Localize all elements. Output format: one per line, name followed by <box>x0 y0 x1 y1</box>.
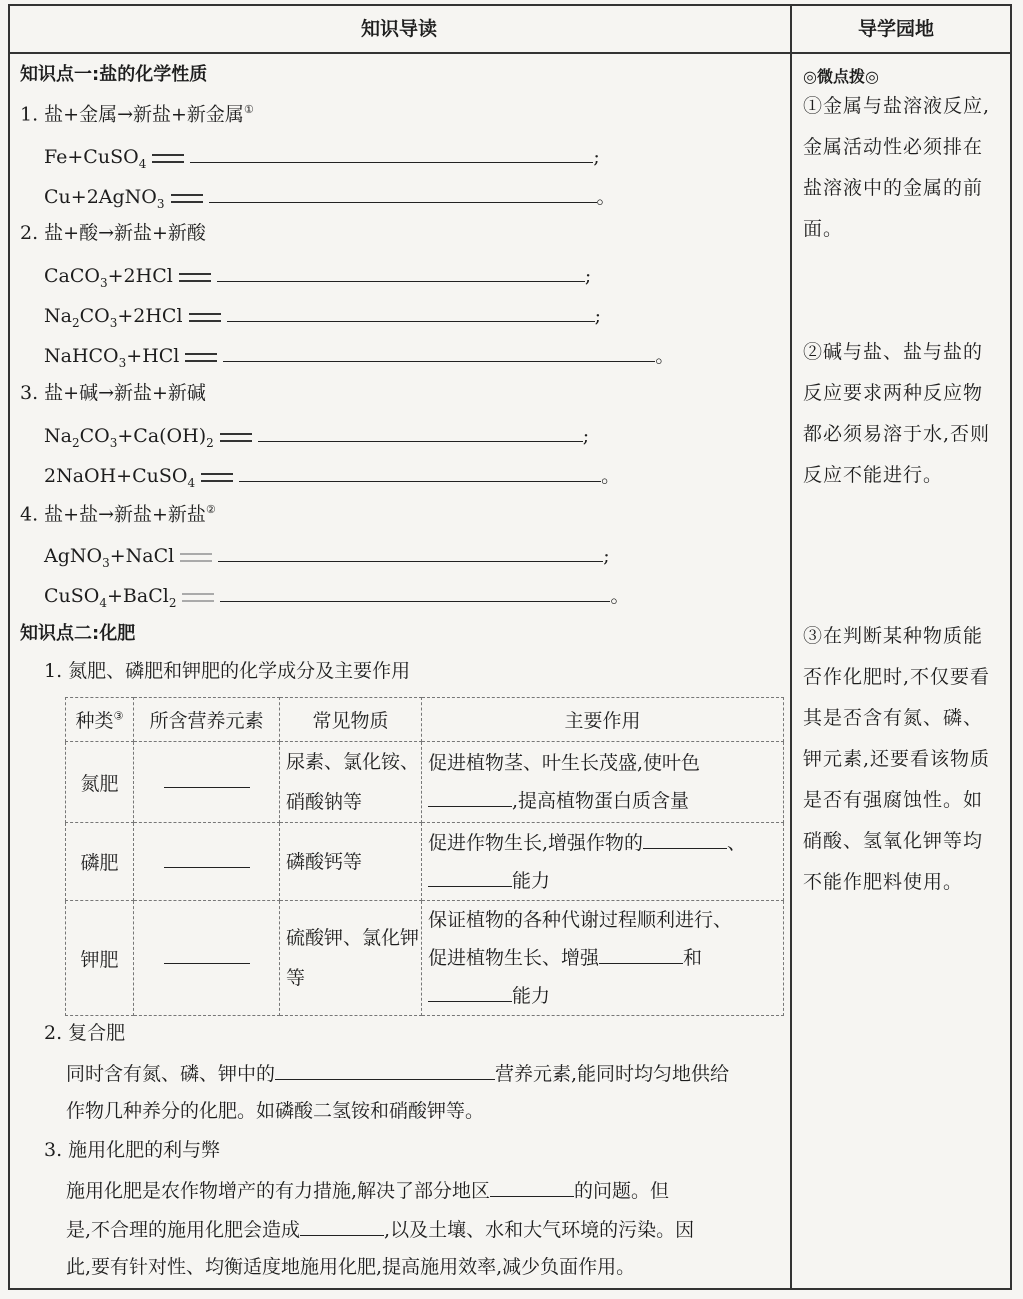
effect-cell: 促进植物茎、叶生长茂盛,使叶色 ,提高植物蛋白质含量 <box>422 742 784 823</box>
substance-cell: 硫酸钾、氯化钾等 <box>280 901 422 1016</box>
table-row <box>66 742 784 823</box>
compound-fertilizer-line-1: 同时含有氮、磷、钾中的 营养元素,能同时均匀地供给 <box>66 1063 730 1085</box>
table-row <box>66 823 784 901</box>
header-substance: 常见物质 <box>280 698 422 742</box>
tip-2: ②碱与盐、盐与盐的反应要求两种反应物都必须易溶于水,否则反应不能进行。 <box>803 341 991 486</box>
answer-blank[interactable] <box>428 790 512 807</box>
answer-blank[interactable] <box>258 425 583 442</box>
answer-blank[interactable] <box>490 1180 574 1197</box>
tip-label: ◎微点拨◎ <box>803 67 879 86</box>
answer-blank[interactable] <box>227 305 595 322</box>
substance-cell: 尿素、氯化铵、硝酸钠等 <box>280 742 422 823</box>
equation-agno3-nacl: AgNO$_3$+NaCl ; <box>44 545 610 570</box>
answer-blank[interactable] <box>428 985 512 1002</box>
fertilizer-subtitle-2: 2. 复合肥 <box>44 1022 126 1044</box>
equation-cuso4-bacl2: CuSO$_4$+BaCl$_2$ 。 <box>44 585 630 610</box>
tip-1: ①金属与盐溶液反应,金属活动性必须排在盐溶液中的金属的前面。 <box>803 95 991 240</box>
kind-cell: 钾肥 <box>66 901 134 1016</box>
answer-blank[interactable] <box>428 870 512 887</box>
group1-title: 1. 盐+金属→新盐+新金属① <box>20 103 254 126</box>
equation-na2co3-hcl: $Na_2CO_3+2HCl$ ; <box>44 305 601 330</box>
answer-blank[interactable] <box>275 1063 495 1080</box>
left-column-title: 知识导读 <box>361 18 438 40</box>
equation-na2co3-caoh2: $Na_2CO_3+Ca(OH)_2$ ; <box>44 425 590 450</box>
table-header-row <box>66 698 784 742</box>
effect-cell: 保证植物的各种代谢过程顺利进行、 促进植物生长、增强 和 能力 <box>422 901 784 1016</box>
compound-fertilizer-line-2: 作物几种养分的化肥。如磷酸二氢铵和硝酸钾等。 <box>66 1100 485 1122</box>
effect-cell: 促进作物生长,增强作物的 、 能力 <box>422 823 784 901</box>
header-kind: 种类③ <box>66 698 134 742</box>
group4-title: 4. 盐+盐→新盐+新盐② <box>20 503 216 526</box>
answer-blank[interactable] <box>220 585 610 602</box>
fertilizer-table <box>65 697 784 1016</box>
answer-blank[interactable] <box>164 771 250 788</box>
fertilizer-usage-line-1: 施用化肥是农作物增产的有力措施,解决了部分地区 的问题。但 <box>66 1180 670 1202</box>
nutrient-cell <box>134 901 280 1016</box>
fertilizer-subtitle-3: 3. 施用化肥的利与弊 <box>44 1139 221 1161</box>
substance-cell: 磷酸钙等 <box>280 823 422 901</box>
answer-blank[interactable] <box>218 545 603 562</box>
answer-blank[interactable] <box>190 146 593 163</box>
equation-cu-agno3: Cu+2AgNO$_3$ 。 <box>44 186 616 211</box>
header-nutrient: 所含营养元素 <box>134 698 280 742</box>
equation-fe-cuso4: Fe+CuSO$_4$ ; <box>44 146 600 171</box>
answer-blank[interactable] <box>164 851 250 868</box>
equation-nahco3-hcl: NaHCO$_3$+HCl 。 <box>44 345 675 370</box>
nutrient-cell <box>134 742 280 823</box>
tip-3: ③在判断某种物质能否作化肥时,不仅要看其是否含有氮、磷、钾元素,还要看该物质是否有强腐蚀性。如硝酸、氢氧化钾等均不能作肥料使用。 <box>803 625 991 893</box>
group2-title: 2. 盐+酸→新盐+新酸 <box>20 222 206 244</box>
group3-title: 3. 盐+碱→新盐+新碱 <box>20 382 206 404</box>
header-effect: 主要作用 <box>422 698 784 742</box>
answer-blank[interactable] <box>643 832 727 849</box>
answer-blank[interactable] <box>239 465 601 482</box>
equation-naoh-cuso4: 2NaOH+CuSO$_4$ 。 <box>44 465 621 490</box>
answer-blank[interactable] <box>217 265 585 282</box>
fertilizer-usage-line-2: 是,不合理的施用化肥会造成 ,以及土壤、水和大气环境的污染。因 <box>66 1219 695 1241</box>
section1-title: 知识点一:盐的化学性质 <box>20 64 208 85</box>
kind-cell: 氮肥 <box>66 742 134 823</box>
fertilizer-subtitle-1: 1. 氮肥、磷肥和钾肥的化学成分及主要作用 <box>44 660 411 682</box>
answer-blank[interactable] <box>209 186 597 203</box>
kind-cell: 磷肥 <box>66 823 134 901</box>
answer-blank[interactable] <box>164 947 250 964</box>
right-column-title: 导学园地 <box>858 18 935 40</box>
answer-blank[interactable] <box>599 947 683 964</box>
equation-caco3-hcl: CaCO$_3$+2HCl ; <box>44 265 592 290</box>
answer-blank[interactable] <box>223 345 655 362</box>
nutrient-cell <box>134 823 280 901</box>
fertilizer-usage-line-3: 此,要有针对性、均衡适度地施用化肥,提高施用效率,减少负面作用。 <box>66 1256 636 1278</box>
column-divider <box>790 4 792 1290</box>
section2-title: 知识点二:化肥 <box>20 623 136 644</box>
table-row <box>66 901 784 1016</box>
header-divider <box>8 52 1012 54</box>
answer-blank[interactable] <box>300 1219 384 1236</box>
